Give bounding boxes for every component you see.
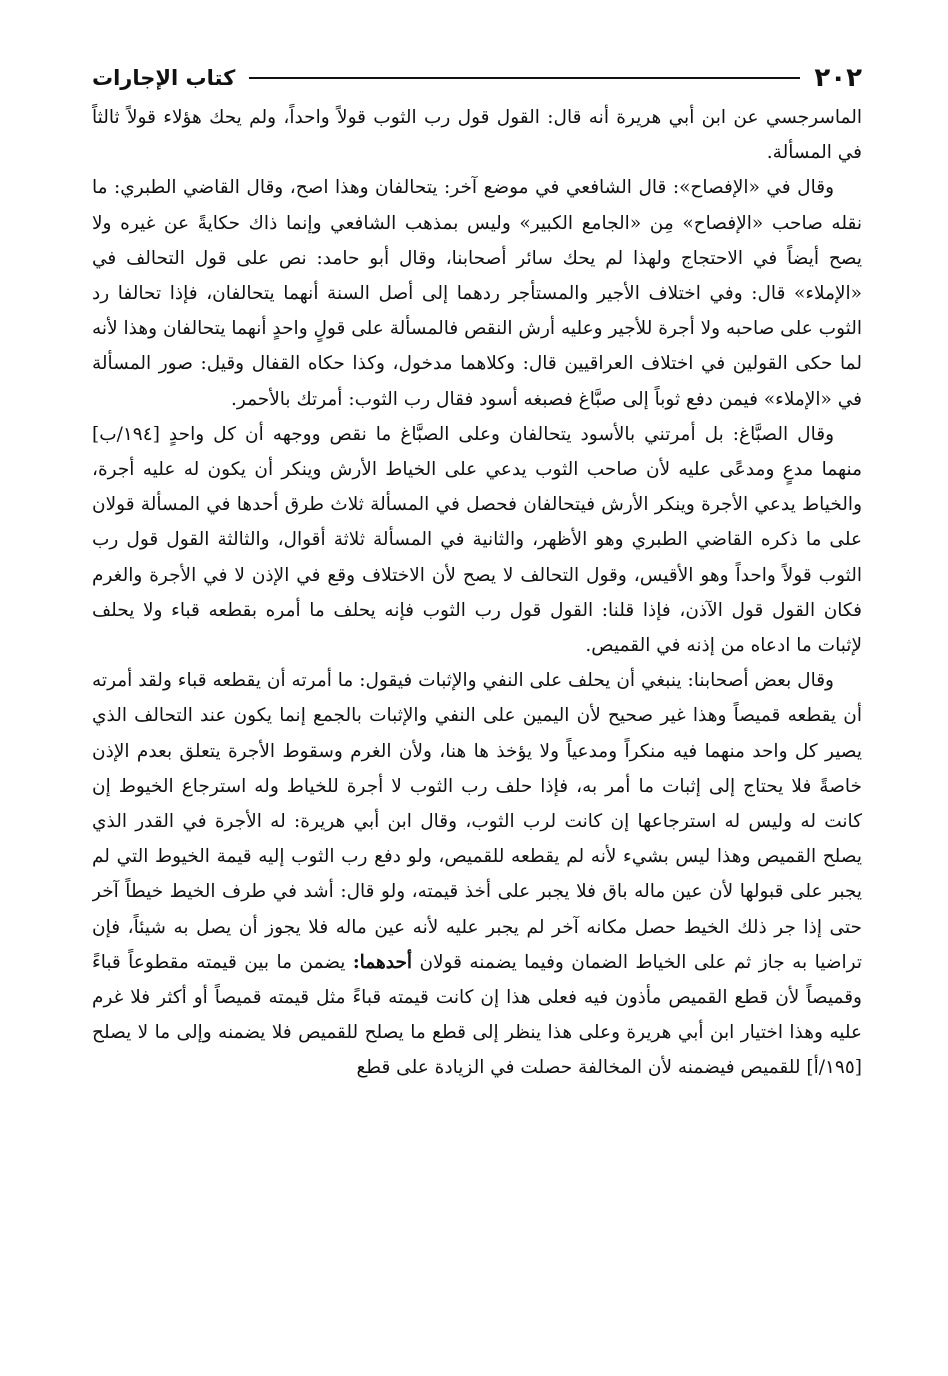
- document-page: [92, 58, 862, 1358]
- header-rule: [249, 77, 800, 79]
- page-number: ٢٠٢: [814, 63, 862, 93]
- paragraph-4-first-opinion-label: أحدهما:: [352, 951, 413, 973]
- paragraph-4-tail: يضمن ما بين قيمته مقطوعاً قباءً وقميصاً لأن قطع القميص مأذون فيه فعلى هذا إن كانت قيمته قباءً مثل قيمته قميصاً أو أكثر فلا غرم عليه وهذا اختيار ابن أبي هريرة وعلى هذا ينظر إلى قطع ما يصلح للقميص فلا يضمنه وإلى ما لا يصلح [١٩٥/أ] للقميص فيضمنه لأن المخالفة حصلت في الزيادة على قطع: [92, 951, 862, 1079]
- paragraph-4: [92, 663, 862, 1085]
- body-text: [92, 100, 862, 1086]
- paragraph-3: وقال الصبَّاغ: بل أمرتني بالأسود يتحالفان وعلى الصبَّاغ ما نقص ووجهه أن كل واحدٍ [١٩٤/ب] منهما مدعٍ ومدعًى عليه لأن صاحب الثوب يدعي على الخياط الأرش وينكر أن يكون له عليه أجرة، والخياط يدعي الأجرة وينكر الأرش فيتحالفان فحصل في المسألة ثلاث طرق أحدها في المسألة قولان على ما ذكره القاضي الطبري وهو الأظهر، والثانية في المسألة ثلاثة أقوال، والثالثة القول قول رب الثوب قولاً واحداً وهو الأقيس، وقول التحالف لا يصح لأن الاختلاف وقع في الإذن لا في الأجرة والغرم فكان القول قول الآذن، فإذا قلنا: القول قول رب الثوب فإنه يحلف ما أمره بقطعه قباء ولا يحلف لإثبات ما ادعاه من إذنه في القميص.: [92, 423, 862, 657]
- book-title: كتاب الإجارات: [92, 66, 236, 90]
- paragraph-2: وقال في «الإفصاح»: قال الشافعي في موضع آخر: يتحالفان وهذا اصح، وقال القاضي الطبري: ما نقله صاحب «الإفصاح» مِن «الجامع الكبير» وليس بمذهب الشافعي وإنما ذاك حكايةً عن غيره ولا يصح أيضاً في الاحتجاج ولهذا لم يحك سائر أصحابنا، وقال أبو حامد: نص على قول التحالف في «الإملاء» قال: وفي اختلاف الأجير والمستأجر ردهما إلى أصل السنة أنهما يتحالفان، فإذا تحالفا رد الثوب على صاحبه ولا أجرة للأجير وعليه أرش النقص فالمسألة على قولٍ واحدٍ أنهما يتحالفان وهذا لأنه لما حكى القولين في اختلاف العراقيين قال: وكلاهما مدخول، وكذا حكاه القفال وقيل: صور المسألة في «الإملاء» فيمن دفع ثوباً إلى صبَّاغ فصبغه أسود فقال رب الثوب: أمرتك بالأحمر.: [92, 177, 862, 410]
- paragraph-4-lead: وقال بعض أصحابنا: ينبغي أن يحلف على النفي والإثبات فيقول: ما أمرته أن يقطعه قباء ولقد أمرته أن يقطعه قميصاً وهذا غير صحيح لأن اليمين على النفي والإثبات بالجمع إنما يكون عند التحالف الذي يصير كل واحد منهما فيه منكراً ومدعياً ولا يؤخذ ها هنا، ولأن الغرم وسقوط الأجرة يتعلق بعدم الإذن خاصةً فلا يحتاج إلى إثبات ما أمر به، فإذا حلف رب الثوب لا أجرة للخياط وله استرجاع الخيوط إن كانت له وليس له استرجاعها إن كانت لرب الثوب، وقال ابن أبي هريرة: له الأجرة في القدر الذي يصلح القميص وهذا ليس بشيء لأنه لم يقطعه للقميص، ولو دفع رب الثوب إليه قيمة الخيوط التي لم يجبر على قبولها لأن عين ماله باق فلا يجبر على أخذ قيمته، ولو قال: أشد في طرف الخيط خيطاً آخر حتى إذا جر ذلك الخيط حصل مكانه آخر لم يجبر عليه لأنه عين ماله فلا يجوز أن يصل به شيئاً، فإن تراضيا به جاز ثم على الخياط الضمان وفيما يضمنه قولان: [92, 670, 862, 973]
- paragraph-1: الماسرجسي عن ابن أبي هريرة أنه قال: القول قول رب الثوب قولاً واحداً، ولم يحك هؤلاء قولاً ثالثاً في المسألة.: [92, 107, 862, 164]
- running-header: [92, 58, 862, 98]
